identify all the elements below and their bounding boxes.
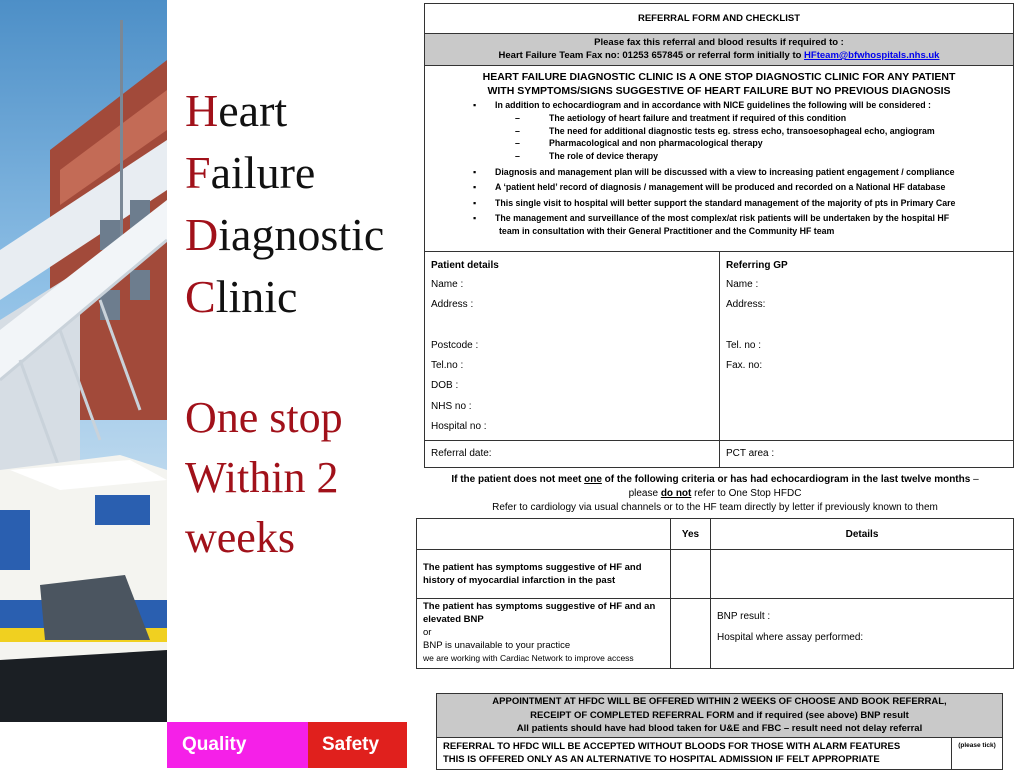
- info-bullet: ▪ The management and surveillance of the most complex/at risk patients will be undertaken by the hospital HF: [495, 211, 1007, 225]
- email-link[interactable]: HFteam@bfwhospitals.nhs.uk: [804, 50, 940, 61]
- appointment-alarm-text: [437, 738, 952, 769]
- form-title: REFERRAL FORM AND CHECKLIST: [425, 4, 1013, 34]
- info-bullet-continuation: team in consultation with their General Practitioner and the Community HF team: [499, 226, 835, 237]
- patient-details-heading: Patient details: [431, 260, 499, 271]
- criteria-note: [416, 473, 1014, 515]
- criteria-row-mi-label: The patient has symptoms suggestive of HF and history of myocardial infarction in the past: [417, 550, 671, 599]
- criteria-row-bnp: [417, 599, 1014, 669]
- criteria-row-bnp-yes-checkbox[interactable]: [671, 599, 711, 669]
- quality-banner: Quality: [167, 722, 308, 768]
- appointment-header-line-3: All patients should have had blood taken for U&E and FBC – result need not delay referral: [516, 723, 923, 734]
- info-bullet: ▪ A ‘patient held’ record of diagnosis / management will be produced and recorded on a National HF database: [495, 180, 1007, 196]
- patient-dob-field[interactable]: DOB :: [431, 380, 459, 392]
- fax-instructions: [425, 34, 1013, 66]
- assay-hospital-field[interactable]: Hospital where assay performed:: [717, 632, 864, 643]
- spacer: [726, 316, 1007, 336]
- subtitle-line: weeks: [185, 513, 295, 562]
- referral-date-field[interactable]: Referral date:: [431, 448, 492, 459]
- title-line-diagnostic: Diagnostic: [185, 209, 385, 260]
- info-dash-item: – Pharmacological and non pharmacological therapy: [495, 137, 1007, 150]
- criteria-row-mi-yes-checkbox[interactable]: [671, 550, 711, 599]
- patient-hospital-field[interactable]: Hospital no :: [431, 421, 487, 433]
- patient-name-field[interactable]: Name :: [431, 279, 464, 290]
- info-bullet: ▪ This single visit to hospital will better support the standard management of the majority of pts in Primary Care: [495, 196, 1007, 212]
- appointment-body-line-2: THIS IS OFFERED ONLY AS AN ALTERNATIVE TO HOSPITAL ADMISSION IF FELT APPROPRIATE: [443, 754, 880, 765]
- appointment-body-line-1: REFERRAL TO HFDC WILL BE ACCEPTED WITHOUT BLOODS FOR THOSE WITH ALARM FEATURES: [443, 740, 901, 752]
- pct-area-field[interactable]: PCT area :: [719, 441, 1013, 467]
- spacer: [431, 316, 713, 336]
- appointment-body: [437, 738, 1002, 769]
- info-list: [431, 99, 1007, 237]
- info-dash-item: – The need for additional diagnostic tests eg. stress echo, transoesophageal echo, angiogram: [495, 125, 1007, 138]
- criteria-row-bnp-details[interactable]: [711, 599, 1014, 669]
- criteria-table: [416, 518, 1014, 669]
- criteria-row-bnp-unavailable: BNP is unavailable to your practice: [423, 640, 571, 651]
- title-line-clinic: Clinic: [185, 271, 298, 322]
- title-line-failure: Failure: [185, 147, 316, 198]
- info-dash-item: – The role of device therapy: [495, 150, 1007, 163]
- gp-name-field[interactable]: Name :: [726, 279, 759, 290]
- appointment-box: [436, 693, 1003, 770]
- patient-nhs-field[interactable]: NHS no :: [431, 400, 472, 412]
- referral-form: [424, 3, 1014, 468]
- referring-gp-heading: Referring GP: [726, 260, 788, 271]
- criteria-note-line-2: please do not refer to One Stop HFDC: [628, 488, 802, 499]
- info-dash-item: – The aetiology of heart failure and treatment if required of this condition: [495, 112, 1007, 125]
- please-tick-checkbox[interactable]: (please tick): [958, 741, 996, 749]
- criteria-header-blank: [417, 519, 671, 550]
- criteria-row-bnp-network: we are working with Cardiac Network to improve access: [423, 653, 634, 663]
- patient-address-field[interactable]: Address :: [431, 299, 474, 311]
- criteria-header-row: [417, 519, 1014, 550]
- info-bullet: ▪ In addition to echocardiogram and in accordance with NICE guidelines the following will be considered :: [495, 99, 1007, 112]
- appointment-header-line-2: RECEIPT OF COMPLETED REFERRAL FORM and if required (see above) BNP result: [530, 709, 909, 721]
- slide-title: [185, 80, 415, 328]
- appointment-header-line-1: APPOINTMENT AT HFDC WILL BE OFFERED WITHIN 2 WEEKS OF CHOOSE AND BOOK REFERRAL,: [492, 696, 947, 707]
- hospital-building-image: [0, 0, 167, 722]
- patient-details: [425, 252, 719, 440]
- hospital-photo: [0, 0, 167, 722]
- patient-tel-field[interactable]: Tel.no :: [431, 360, 464, 372]
- fax-line-2: Heart Failure Team Fax no: 01253 657845 or referral form initially to HFteam@bfwhospitals.nhs.uk: [498, 50, 940, 61]
- info-heading-2: WITH SYMPTOMS/SIGNS SUGGESTIVE OF HEART FAILURE BUT NO PREVIOUS DIAGNOSIS: [487, 85, 951, 97]
- subtitle-line: Within 2: [185, 453, 339, 502]
- gp-address-field[interactable]: Address:: [726, 299, 766, 311]
- referring-gp: [719, 252, 1013, 440]
- appointment-header: [437, 694, 1002, 738]
- criteria-row-bnp-or: or: [423, 627, 432, 638]
- bnp-result-field[interactable]: BNP result :: [717, 611, 771, 622]
- clinic-info: [425, 66, 1013, 252]
- criteria-note-line-3: Refer to cardiology via usual channels or to the HF team directly by letter if previously known to them: [492, 502, 938, 513]
- info-heading-1: HEART FAILURE DIAGNOSTIC CLINIC IS A ONE STOP DIAGNOSTIC CLINIC FOR ANY PATIENT: [482, 71, 956, 83]
- details-column-header: Details: [711, 519, 1014, 550]
- criteria-row-mi-details[interactable]: [711, 550, 1014, 599]
- patient-postcode-field[interactable]: Postcode :: [431, 339, 479, 351]
- title-line-heart: Heart: [185, 85, 288, 136]
- details-section: [425, 252, 1013, 441]
- gp-fax-field[interactable]: Fax. no:: [726, 360, 763, 372]
- info-bullet: ▪ Diagnosis and management plan will be discussed with a view to increasing patient engagement / compliance: [495, 165, 1007, 181]
- yes-column-header: Yes: [671, 519, 711, 550]
- referral-date-row: [425, 441, 1013, 467]
- criteria-row-bnp-main: The patient has symptoms suggestive of HF and an elevated BNP: [423, 601, 656, 625]
- gp-tel-field[interactable]: Tel. no :: [726, 339, 762, 351]
- fax-line-1: Please fax this referral and blood results if required to :: [594, 37, 844, 48]
- criteria-row-mi: [417, 550, 1014, 599]
- slide-subtitle: [185, 388, 415, 568]
- safety-banner: Safety: [308, 722, 407, 768]
- criteria-note-line-1: If the patient does not meet one of the following criteria or has had echocardiogram in the last twelve months –: [451, 474, 979, 485]
- criteria-row-bnp-label: [417, 599, 671, 669]
- subtitle-line: One stop: [185, 393, 343, 442]
